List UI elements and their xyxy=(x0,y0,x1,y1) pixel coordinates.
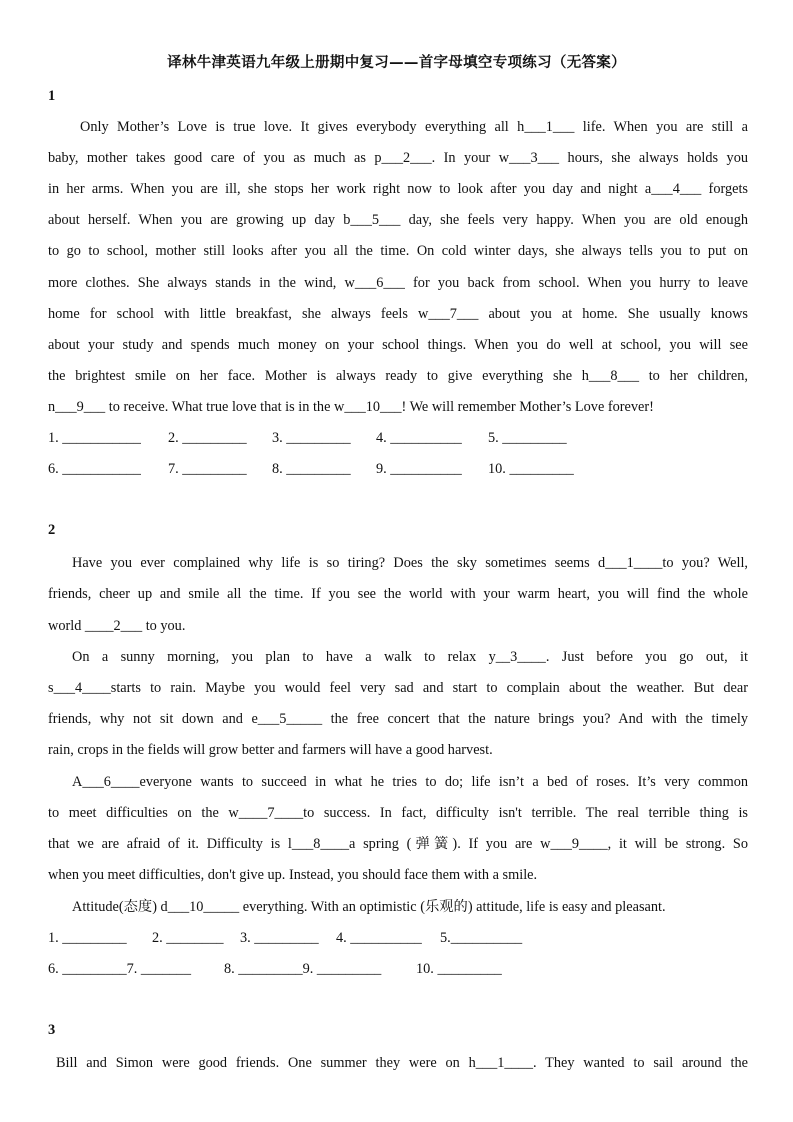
answer-blank[interactable]: 1. ___________ xyxy=(48,430,141,446)
passage-line: home for school with little breakfast, she always feels w___7___ about you at home. She usually knows xyxy=(48,306,748,322)
passage-line: about herself. When you are growing up day b___5___ day, she feels very happy. When you are old enough xyxy=(48,212,748,228)
passage-line: Bill and Simon were good friends. One summer they were on h___1____. They wanted to sail around the xyxy=(56,1055,748,1071)
passage-line: n___9___ to receive. What true love that is in the w___10___! We will remember Mother’s Love forever! xyxy=(48,399,654,415)
passage-line: more clothes. She always stands in the wind, w___6___ for you back from school. When you hurry to leave xyxy=(48,275,748,291)
passage-line: friends, why not sit down and e___5_____ the free concert that the nature brings you? And with the timely xyxy=(48,711,748,727)
passage-line: On a sunny morning, you plan to have a walk to relax y__3____. Just before you go out, it xyxy=(72,649,748,665)
answer-blank[interactable]: 2. _________ xyxy=(168,430,247,446)
passage-line: rain, crops in the fields will grow better and farmers will have a good harvest. xyxy=(48,742,493,758)
answer-blank[interactable]: 3. _________ xyxy=(272,430,351,446)
answer-blank[interactable]: 2. ________ xyxy=(152,930,224,946)
answer-blank[interactable]: 6. _________7. _______ xyxy=(48,961,191,977)
passage-line: s___4____starts to rain. Maybe you would feel very sad and start to complain about the weather. But dear xyxy=(48,680,748,696)
passage-line: the brightest smile on her face. Mother is always ready to give everything she h___8___ to her children, xyxy=(48,368,748,384)
answer-blank[interactable]: 5. _________ xyxy=(488,430,567,446)
passage-line: friends, cheer up and smile all the time. If you see the world with your warm heart, you will find the whole xyxy=(48,586,748,602)
passage-line: to meet difficulties on the w____7____to success. In fact, difficulty isn't terrible. The real terrible thing is xyxy=(48,805,748,821)
passage-line: Have you ever complained why life is so tiring? Does the sky sometimes seems d___1____to you? Well, xyxy=(72,555,748,571)
answer-blank[interactable]: 9. __________ xyxy=(376,461,462,477)
passage-line: A___6____everyone wants to succeed in what he tries to do; life isn’t a bed of roses. It’s very common xyxy=(72,774,748,790)
page-title: 译林牛津英语九年级上册期中复习——首字母填空专项练习（无答案） xyxy=(167,55,626,71)
passage-line: when you meet difficulties, don't give up. Instead, you should face them with a smile. xyxy=(48,867,538,883)
section-number: 3 xyxy=(48,1022,56,1038)
passage-line: world ____2___ to you. xyxy=(48,618,186,634)
section-number: 2 xyxy=(48,522,56,538)
answer-blank[interactable]: 10. _________ xyxy=(488,461,574,477)
answer-blank[interactable]: 1. _________ xyxy=(48,930,127,946)
section-number: 1 xyxy=(48,88,56,104)
passage-line: that we are afraid of it. Difficulty is l___8____a spring (弹簧). If you are w___9____, it will be strong. So xyxy=(48,836,748,852)
passage-line: Attitude(态度) d___10_____ everything. With an optimistic (乐观的) attitude, life is easy and pleasant. xyxy=(72,899,666,915)
passage-line: about your study and spends much money on your school things. When you do well at school, you will see xyxy=(48,337,748,353)
passage-line: Only Mother’s Love is true love. It gives everybody everything all h___1___ life. When you are still a xyxy=(80,119,748,135)
answer-blank[interactable]: 5.__________ xyxy=(440,930,523,946)
answer-blank[interactable]: 3. _________ xyxy=(240,930,319,946)
answer-blank[interactable]: 4. __________ xyxy=(376,430,462,446)
answer-blank[interactable]: 10. _________ xyxy=(416,961,502,977)
answer-blank[interactable]: 8. _________ xyxy=(272,461,351,477)
passage-line: to go to school, mother still looks after you all the time. On cold winter days, she always tells you to put on xyxy=(48,243,748,259)
answer-blank[interactable]: 6. ___________ xyxy=(48,461,141,477)
answer-blank[interactable]: 4. __________ xyxy=(336,930,422,946)
answer-blank[interactable]: 8. _________9. _________ xyxy=(224,961,382,977)
passage-line: baby, mother takes good care of you as much as p___2___. In your w___3___ hours, she always holds you xyxy=(48,150,748,166)
passage-line: in her arms. When you are ill, she stops her work right now to look after you day and night a___4___ forgets xyxy=(48,181,748,197)
answer-blank[interactable]: 7. _________ xyxy=(168,461,247,477)
